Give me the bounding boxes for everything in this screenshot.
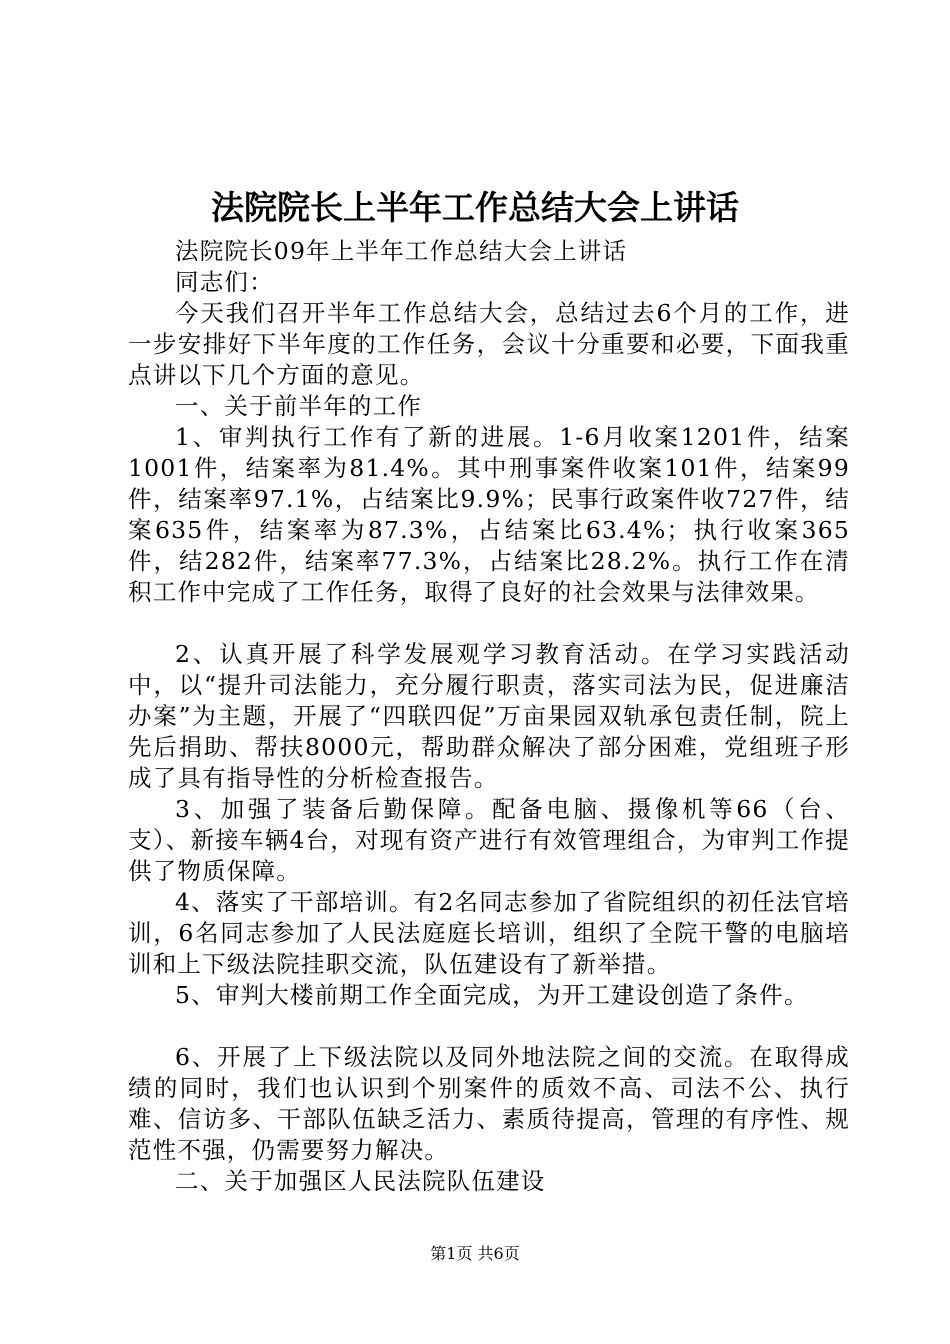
section-heading-1: 一、关于前半年的工作 [175, 392, 422, 420]
salutation: 同志们： [175, 268, 274, 296]
document-title: 法院院长上半年工作总结大会上讲话 [211, 188, 739, 227]
section-heading-2: 二、关于加强区人民法院队伍建设 [175, 1167, 546, 1195]
paragraph-item-5: 5、审判大楼前期工作全面完成，为开工建设创造了条件。 [175, 981, 809, 1009]
document-subtitle: 法院院长09年上半年工作总结大会上讲话 [175, 237, 628, 265]
document-body [128, 236, 850, 1197]
paragraph-item-1: 1、审判执行工作有了新的进展。1-6月收案1201件，结案1001件，结案率为81.4%。其中刑事案件收案101件，结案99件，结案率97.1%，占结案比9.9%；民事行政案件收727件，结案635件，结案率为87.3%，占结案比63.4%；执行收案365件，结282件，结案率77.3%，占结案比28.2%。执行工作在清积工作中完成了工作任务，取得了良好的社会效果与法律效果。 [128, 423, 850, 606]
page-number: 第1页 共6页 [430, 1244, 520, 1263]
paragraph-item-3: 3、加强了装备后勤保障。配备电脑、摄像机等66（台、支）、新接车辆4台，对现有资产进行有效管理组合，为审判工作提供了物质保障。 [128, 795, 850, 885]
paragraph-item-6: 6、开展了上下级法院以及同外地法院之间的交流。在取得成绩的同时，我们也认识到个别案件的质效不高、司法不公、执行难、信访多、干部队伍缺乏活力、素质待提高，管理的有序性、规范性不强，仍需要努力解决。 [128, 1043, 850, 1164]
paragraph-intro: 今天我们召开半年工作总结大会，总结过去6个月的工作，进一步安排好下半年度的工作任务，会议十分重要和必要，下面我重点讲以下几个方面的意见。 [128, 299, 850, 389]
paragraph-item-2: 2、认真开展了科学发展观学习教育活动。在学习实践活动中，以“提升司法能力，充分履行职责，落实司法为民，促进廉洁办案”为主题，开展了“四联四促”万亩果园双轨承包责任制，院上先后捐助、帮扶8000元，帮助群众解决了部分困难，党组班子形成了具有指导性的分析检查报告。 [128, 640, 850, 792]
paragraph-item-4: 4、落实了干部培训。有2名同志参加了省院组织的初任法官培训，6名同志参加了人民法庭庭长培训，组织了全院干警的电脑培训和上下级法院挂职交流，队伍建设有了新举措。 [128, 888, 850, 978]
